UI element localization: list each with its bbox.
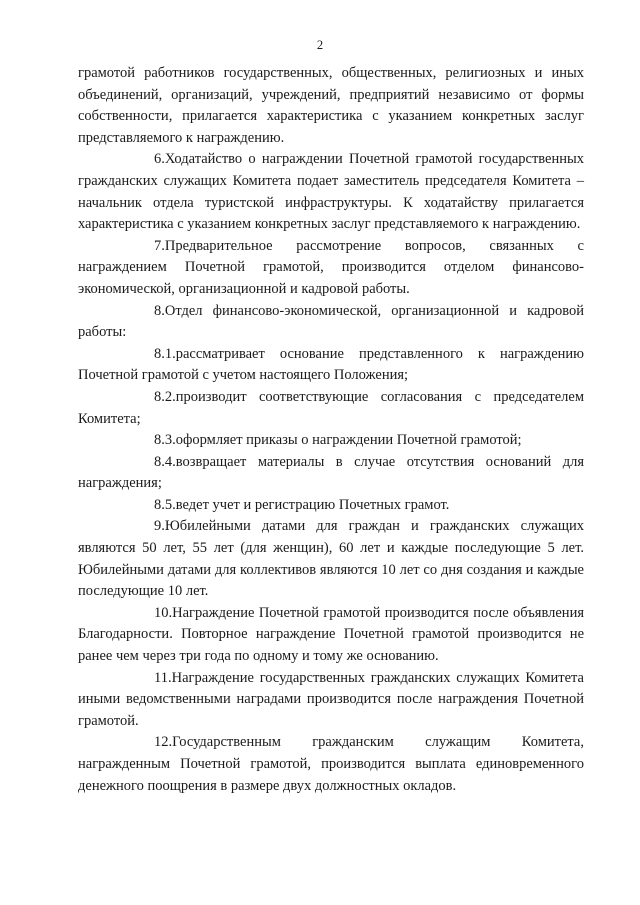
paragraph-text: оформляет приказы о награждении Почетной грамотой;: [175, 432, 522, 449]
paragraph-8-5: [78, 495, 584, 517]
paragraph-text: Награждение Почетной грамотой производится после объявления Благодарности. Повторное награждение Почетной грамотой производится не ранее чем через три года по одному и тому же основанию.: [78, 604, 584, 665]
paragraph-text: производит соответствующие согласования с председателем Комитета;: [78, 388, 584, 427]
paragraph-9: [78, 516, 584, 602]
paragraph-text: Отдел финансово-экономической, организационной и кадровой работы:: [78, 302, 584, 341]
document-body: [78, 63, 584, 797]
paragraph-8-3: [78, 430, 584, 452]
paragraph-number: 8.: [154, 302, 165, 319]
paragraph-text: возвращает материалы в случае отсутствия оснований для награждения;: [78, 453, 584, 492]
paragraph-6: [78, 149, 584, 235]
paragraph-number: 8.5.: [154, 496, 176, 513]
paragraph-text: Государственным гражданским служащим Комитета, награжденным Почетной грамотой, производится выплата единовременного денежного поощрения в размере двух должностных окладов.: [78, 734, 584, 794]
paragraph-number: 10.: [154, 604, 173, 621]
paragraph-number: 12.: [154, 734, 173, 751]
paragraph-text: Предварительное рассмотрение вопросов, связанных с награждением Почетной грамотой, производится отделом финансово-экономической, организационной и кадровой работы.: [78, 237, 584, 297]
paragraph-text: рассматривает основание представленного к награждению Почетной грамотой с учетом настоящего Положения;: [78, 345, 584, 384]
paragraph-number: 7.: [154, 237, 165, 254]
paragraph-number: 8.1.: [154, 345, 176, 362]
paragraph-12: [78, 732, 584, 797]
paragraph-text: Награждение государственных гражданских служащих Комитета иными ведомственными наградами производится после награждения Почетной грамотой.: [78, 669, 584, 729]
paragraph-8-4: [78, 452, 584, 495]
paragraph-number: 8.3.: [154, 432, 176, 449]
paragraph-text: грамотой работников государственных, общественных, религиозных и иных объединений, организаций, учреждений, предприятий независимо от формы собственности, прилагается характеристика с указанием конкретных заслуг представляемого к награждению.: [78, 65, 584, 146]
paragraph-text: Ходатайство о награждении Почетной грамотой государственных гражданских служащих Комитета подает заместитель председателя Комитета – начальник отдела туристской инфраструктуры. К ходатайству прилагается характеристика с указанием конкретных заслуг представляемого к награждению.: [78, 151, 584, 233]
paragraph-7: [78, 236, 584, 301]
paragraph-number: 6.: [154, 151, 165, 168]
paragraph-text: ведет учет и регистрацию Почетных грамот.: [175, 496, 450, 513]
paragraph-8-1: [78, 344, 584, 387]
page-number: 2: [316, 38, 324, 52]
paragraph-8: [78, 301, 584, 344]
paragraph-text: Юбилейными датами для граждан и гражданских служащих являются 50 лет, 55 лет (для женщин), 60 лет и каждые последующие 5 лет. Юбилейными датами для коллективов являются 10 лет со дня создания и каждые последующие 10 лет.: [78, 518, 584, 600]
paragraph-8-2: [78, 387, 584, 430]
paragraph-number: 8.4.: [154, 453, 176, 470]
paragraph-number: 9.: [154, 518, 165, 535]
paragraph-continuation: [78, 63, 584, 149]
paragraph-11: [78, 668, 584, 733]
paragraph-number: 11.: [154, 669, 172, 686]
paragraph-number: 8.2.: [154, 388, 176, 405]
paragraph-10: [78, 603, 584, 668]
